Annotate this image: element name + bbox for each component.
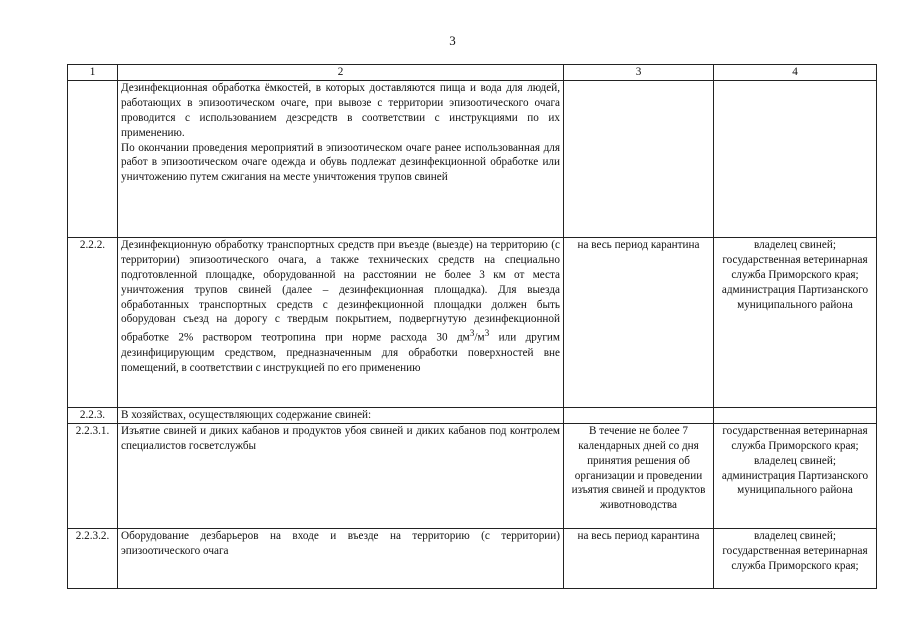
measure-text [118, 237, 564, 407]
responsible-cell: владелец свиней; государственная ветеринарная служба Приморского края; [714, 528, 877, 588]
measure-text: Оборудование дезбарьеров на входе и въезде на территорию (с территории) эпизоотического очага [118, 528, 564, 588]
unit-superscript: 3 [469, 329, 475, 340]
measure-paragraph: Дезинфекционная обработка ёмкостей, в которых доставляются пища и вода для людей, работающих в эпизоотическом очаге, при вывозе с территории эпизоотического очага проводится с использованием дезсредств в соответствии с инструкциями по их применению. [121, 81, 560, 139]
row-number: 2.2.2. [68, 237, 118, 407]
row-number [68, 80, 118, 237]
measure-text [118, 80, 564, 237]
table-row [68, 407, 877, 423]
column-header-1: 1 [68, 65, 118, 81]
unit-text: /м [474, 332, 485, 345]
row-number: 2.2.3.2. [68, 528, 118, 588]
measure-paragraph: По окончании проведения мероприятий в эпизоотическом очаге ранее использованная для работ в эпизоотическом очаге одежда и обувь подлежат дезинфекционной обработке или уничтожению путем сжигания на месте уничтожения трупов свиней [121, 141, 560, 184]
measure-text: В хозяйствах, осуществляющих содержание свиней: [118, 407, 564, 423]
row-number: 2.2.3.1. [68, 423, 118, 528]
table-row [68, 528, 877, 588]
period-cell: В течение не более 7 календарных дней со дня принятия решения об организации и проведении изъятия свиней и продуктов животноводства [564, 423, 714, 528]
row-number: 2.2.3. [68, 407, 118, 423]
table-row [68, 423, 877, 528]
column-header-2: 2 [118, 65, 564, 81]
period-cell: на весь период карантина [564, 528, 714, 588]
period-cell [564, 80, 714, 237]
measure-text-part: или другим дезинфицирующим средством, предназначенным для обработки поверхностей вне помещений, в соответствии с инструкцией по его применению [121, 332, 560, 374]
responsible-cell [714, 80, 877, 237]
measure-text-part: Дезинфекционную обработку транспортных средств при въезде (выезде) на территорию (с территории) эпизоотического очага, а также технических средств на специально подготовленной площадке, оборудованной на расстоянии не более 3 км от места уничтожения трупов свиней (далее – дезинфекционная площадка). Для выезда обработанных транспортных средств с дезинфекционной площадки должен быть оборудован съезд на дорогу с твердым покрытием, подвергнутую дезинфекционной обработке 2% раствором теотропина при норме расхода 30 дм [121, 238, 560, 345]
table-header-row [68, 65, 877, 81]
measure-text: Изъятие свиней и диких кабанов и продуктов убоя свиней и диких кабанов под контролем специалистов госветслужбы [118, 423, 564, 528]
period-cell [564, 407, 714, 423]
page-number: 3 [449, 33, 456, 48]
responsible-cell: владелец свиней; государственная ветеринарная служба Приморского края; администрация Партизанского муниципального района [714, 237, 877, 407]
table-row [68, 237, 877, 407]
responsible-cell: государственная ветеринарная служба Приморского края; владелец свиней; администрация Партизанского муниципального района [714, 423, 877, 528]
unit-superscript: 3 [484, 329, 490, 340]
column-header-3: 3 [564, 65, 714, 81]
table-row [68, 80, 877, 237]
column-header-4: 4 [714, 65, 877, 81]
period-cell: на весь период карантина [564, 237, 714, 407]
measures-table [67, 64, 877, 589]
responsible-cell [714, 407, 877, 423]
